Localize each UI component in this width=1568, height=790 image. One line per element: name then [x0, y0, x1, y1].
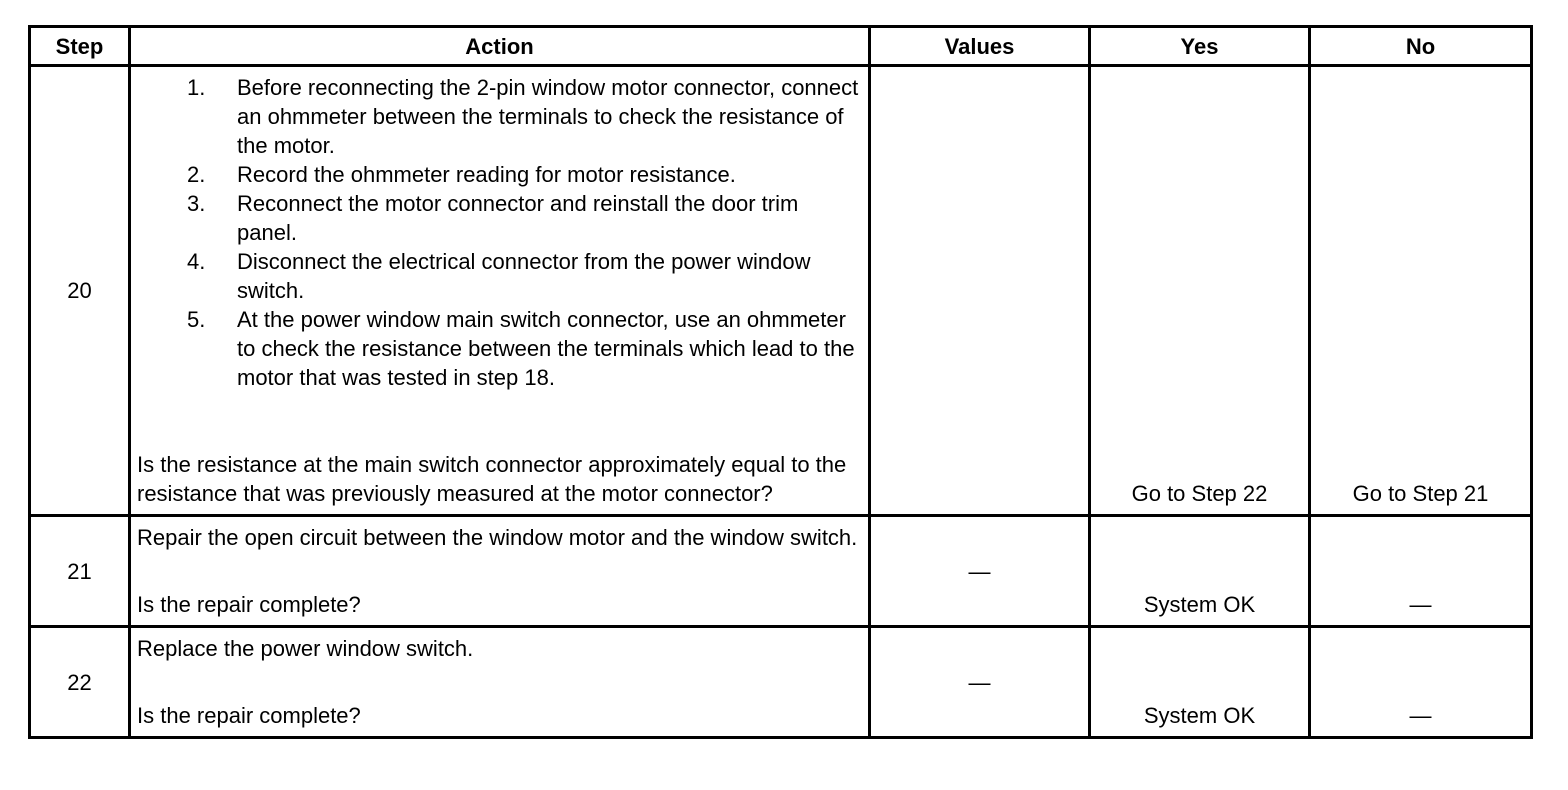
list-item — [137, 247, 864, 305]
list-item-text: Before reconnecting the 2-pin window motor connector, connect an ohmmeter between the terminals to check the resistance of the motor. — [237, 75, 859, 158]
header-values: Values — [870, 27, 1090, 66]
diagnostic-table — [28, 25, 1533, 739]
action-question: Is the repair complete? — [137, 703, 361, 728]
header-no: No — [1310, 27, 1532, 66]
no-cell: Go to Step 21 — [1310, 66, 1532, 516]
list-item — [137, 73, 864, 160]
list-item-text: Reconnect the motor connector and reinstall the door trim panel. — [237, 191, 799, 245]
list-item-text: Disconnect the electrical connector from the power window switch. — [237, 249, 811, 303]
values-cell: — — [870, 627, 1090, 738]
action-cell — [130, 66, 870, 516]
action-steps-list — [137, 73, 864, 392]
list-item — [137, 189, 864, 247]
list-item-text: Record the ohmmeter reading for motor resistance. — [237, 162, 736, 187]
yes-cell: System OK — [1090, 627, 1310, 738]
list-item-number: 4. — [187, 249, 206, 274]
action-question: Is the repair complete? — [137, 592, 361, 617]
values-cell: — — [870, 516, 1090, 627]
values-cell — [870, 66, 1090, 516]
step-number: 20 — [30, 66, 130, 516]
list-item-number: 1. — [187, 75, 206, 100]
header-action: Action — [130, 27, 870, 66]
list-item-text: At the power window main switch connector, use an ohmmeter to check the resistance between the terminals which lead to the motor that was tested in step 18. — [237, 307, 855, 390]
list-item-number: 5. — [187, 307, 206, 332]
action-instruction: Repair the open circuit between the window motor and the window switch. — [137, 525, 858, 550]
no-cell: — — [1310, 516, 1532, 627]
no-cell: — — [1310, 627, 1532, 738]
list-item — [137, 160, 864, 189]
table-row-step-21 — [30, 516, 1532, 627]
step-number: 21 — [30, 516, 130, 627]
action-cell — [130, 516, 870, 627]
list-item — [137, 305, 864, 392]
list-item-number: 3. — [187, 191, 206, 216]
yes-cell: Go to Step 22 — [1090, 66, 1310, 516]
action-cell — [130, 627, 870, 738]
step-number: 22 — [30, 627, 130, 738]
table-row-step-20 — [30, 66, 1532, 516]
yes-cell: System OK — [1090, 516, 1310, 627]
list-item-number: 2. — [187, 162, 206, 187]
table-row-step-22 — [30, 627, 1532, 738]
action-question: Is the resistance at the main switch connector approximately equal to the resistance that was previously measured at the motor connector? — [137, 452, 847, 506]
header-row — [30, 27, 1532, 66]
header-step: Step — [30, 27, 130, 66]
header-yes: Yes — [1090, 27, 1310, 66]
action-instruction: Replace the power window switch. — [137, 636, 474, 661]
